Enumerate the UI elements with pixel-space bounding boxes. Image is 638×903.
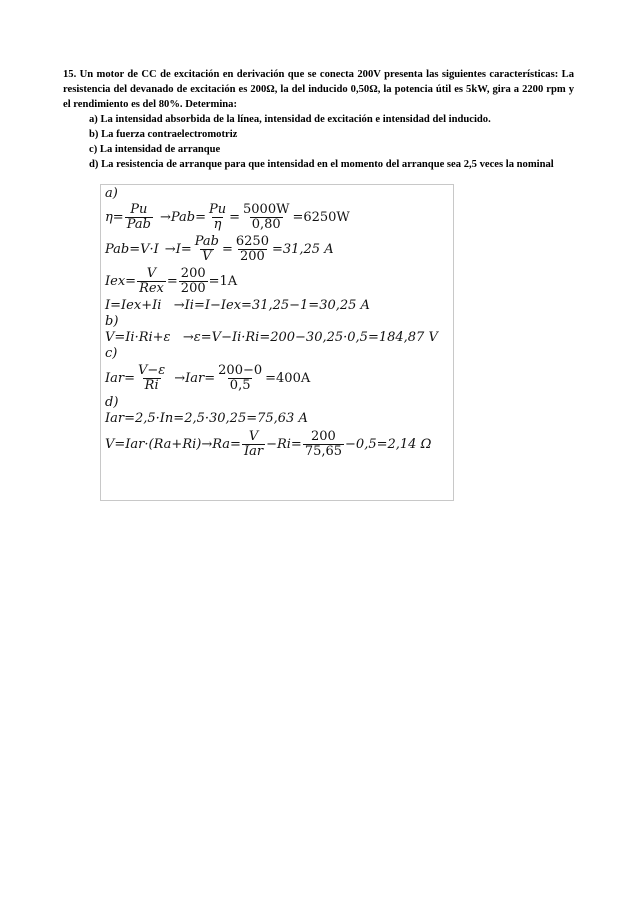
- equation-starting-current-nominal: Iar=2,5·In=2,5·30,25=75,63 A: [105, 411, 308, 426]
- problem-statement: [63, 67, 574, 172]
- equation-efficiency: η= $\frac{Pu}{\text{Pab}}$ →Pab= $\frac{Pu}{\eta}$ = $\frac{5000W}{0,80}$ =6250W: [105, 201, 350, 232]
- item-a: a) La intensidad absorbida de la línea, intensidad de excitación e intensidad del inducido.: [89, 114, 491, 125]
- equation-armature-current: I=Iex+Ii →Ii=I−Iex=31,25−1=30,25 A: [105, 298, 370, 313]
- equation-absorbed-power: Pab=V·I →I= $\frac{\text{Pab}}{V}$ = $\frac{6250}{200}$ =31,25 A: [105, 233, 334, 264]
- problem-intro: 15. Un motor de CC de excitación en derivación que se conecta 200V presenta las siguientes características: La resistencia del devanado de excitación es 200Ω, la del inducido 0,50Ω, la potencia útil es 5kW, gira a 2200 rpm y el rendimiento es del 80%. Determina:: [63, 69, 574, 110]
- item-d: d) La resistencia de arranque para que intensidad en el momento del arranque sea 2,5 veces la nominal: [89, 159, 554, 170]
- section-d-label: d): [105, 395, 119, 410]
- item-b: b) La fuerza contraelectromotriz: [89, 129, 238, 140]
- section-a-label: a): [105, 186, 118, 201]
- section-b-label: b): [105, 314, 119, 329]
- equation-excitation-current: Iex= $\frac{V}{\text{Rex}}$ = $\frac{200}{200}$ =1A: [105, 265, 238, 296]
- problem-items: [63, 112, 574, 172]
- equation-back-emf: V=Ii·Ri+ε →ε=V−Ii·Ri=200−30,25·0,5=184,87 V: [105, 330, 438, 345]
- equation-starting-resistance: V=Iar·(Ra+Ri)→Ra= $\frac{V}{\text{Iar}}$ −Ri= $\frac{200}{75,65}$ −0,5=2,14 Ω: [105, 428, 432, 459]
- section-c-label: c): [105, 346, 118, 361]
- equation-starting-current: Iar= $\frac{V-\varepsilon}{Ri}$ →Iar= $\frac{200-0}{0,5}$ =400A: [105, 362, 311, 393]
- solution-image: [100, 184, 454, 501]
- item-c: c) La intensidad de arranque: [89, 144, 221, 155]
